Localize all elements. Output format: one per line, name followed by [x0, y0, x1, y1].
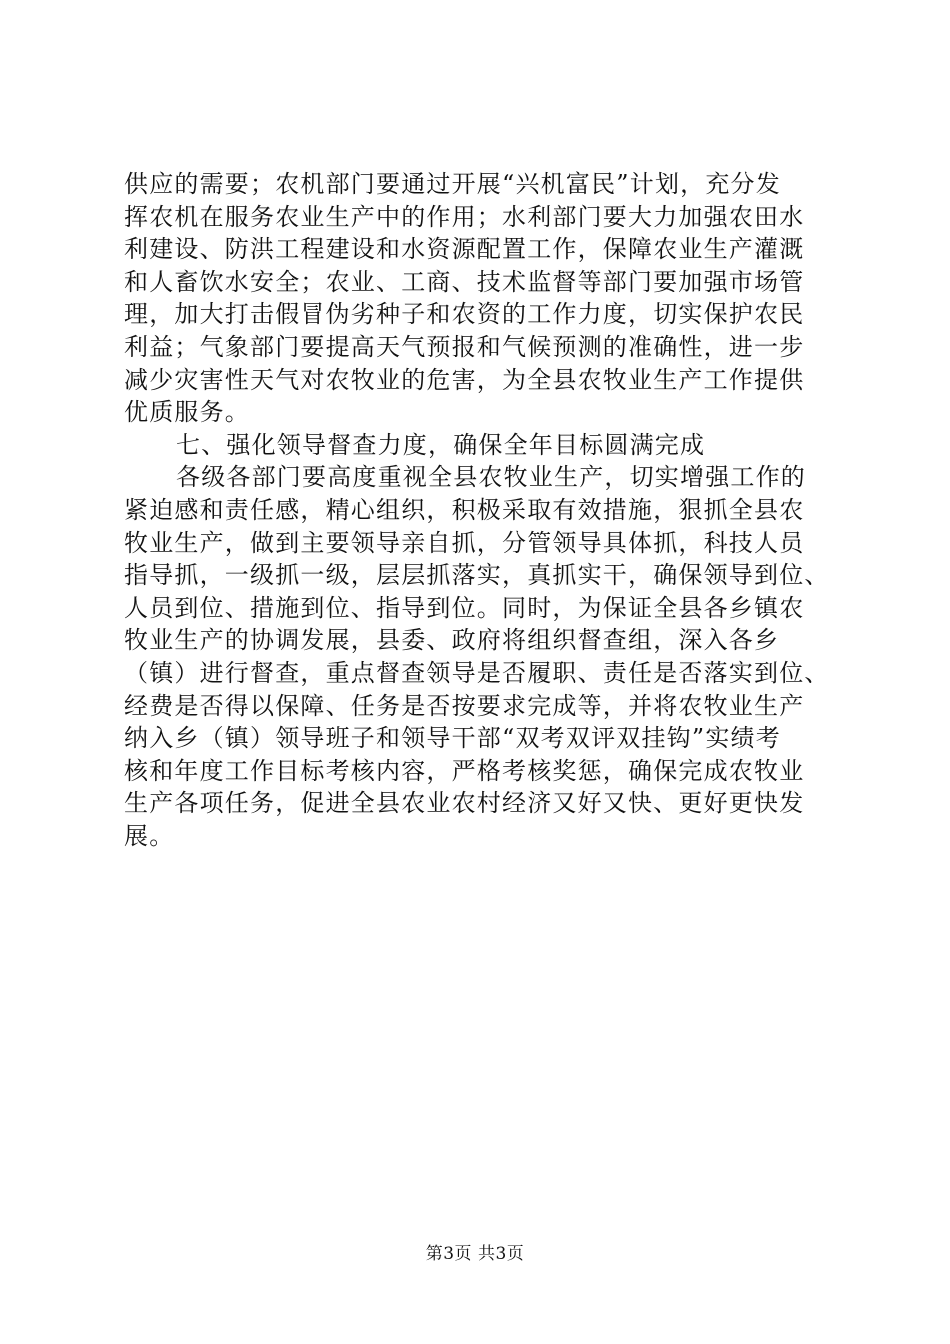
- text-line: 利建设、防洪工程建设和水资源配置工作，保障农业生产灌溉: [124, 235, 805, 264]
- page-footer: 第3页 共3页: [425, 1244, 525, 1264]
- text-line: 纳入乡（镇）领导班子和领导干部“双考双评双挂钩”实绩考: [124, 724, 781, 753]
- text-line: 和人畜饮水安全；农业、工商、技术监督等部门要加强市场管: [124, 267, 805, 296]
- text-line: 优质服务。: [124, 398, 250, 427]
- text-line: 理，加大打击假冒伪劣种子和农资的工作力度，切实保护农民: [124, 300, 805, 329]
- section-heading: 七、强化领导督查力度，确保全年目标圆满完成: [176, 430, 706, 459]
- text-line: 减少灾害性天气对农牧业的危害，为全县农牧业生产工作提供: [124, 365, 805, 394]
- text-line: 供应的需要；农机部门要通过开展“兴机富民”计划，充分发: [124, 170, 781, 198]
- text-line: 利益；气象部门要提高天气预报和气候预测的准确性，进一步: [124, 332, 805, 361]
- text-line: 人员到位、措施到位、指导到位。同时，为保证全县各乡镇农: [124, 593, 805, 622]
- text-line: 紧迫感和责任感，精心组织，积极采取有效措施，狠抓全县农: [124, 495, 805, 524]
- text-line: 牧业生产，做到主要领导亲自抓，分管领导具体抓，科技人员: [124, 528, 805, 557]
- text-line: 挥农机在服务农业生产中的作用；水利部门要大力加强农田水: [124, 202, 805, 231]
- text-line: 展。: [124, 821, 175, 850]
- text-line: 核和年度工作目标考核内容，严格考核奖惩，确保完成农牧业: [124, 756, 805, 785]
- text-line: 经费是否得以保障、任务是否按要求完成等，并将农牧业生产: [124, 691, 805, 720]
- text-line: 生产各项任务，促进全县农业农村经济又好又快、更好更快发: [124, 789, 805, 818]
- text-line: 指导抓，一级抓一级，层层抓落实，真抓实干，确保领导到位、: [124, 561, 830, 590]
- body-text: [124, 168, 829, 852]
- text-line: （镇）进行督查，重点督查领导是否履职、责任是否落实到位、: [124, 658, 830, 687]
- text-line: 各级各部门要高度重视全县农牧业生产，切实增强工作的: [176, 463, 806, 492]
- text-line: 牧业生产的协调发展，县委、政府将组织督查组，深入各乡: [124, 626, 780, 655]
